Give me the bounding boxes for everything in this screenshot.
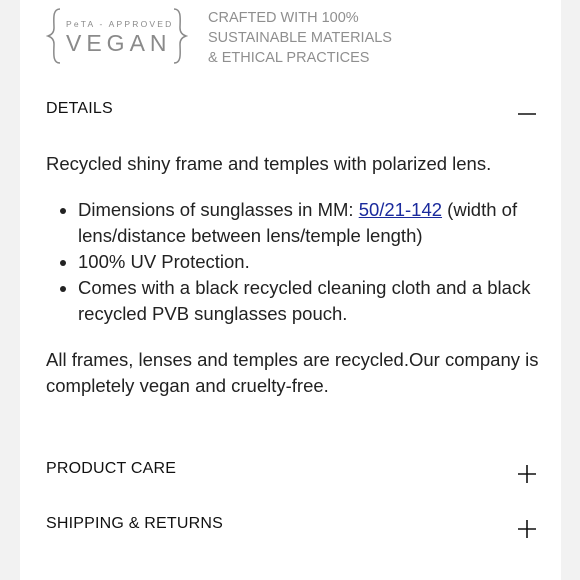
details-intro: Recycled shiny frame and temples with polarized lens. <box>46 153 492 174</box>
details-bullet-list <box>46 197 541 327</box>
list-item: • Comes with a black recycled cleaning cloth and a black recycled PVB sunglasses pouch. <box>78 275 541 327</box>
minus-icon[interactable] <box>514 98 540 124</box>
details-outro: All frames, lenses and temples are recycled.Our company is completely vegan and cruelty-free. <box>46 349 539 396</box>
peta-approved-vegan-logo <box>46 6 188 66</box>
crafted-line-2: SUSTAINABLE MATERIALS <box>208 30 392 46</box>
list-item: • 100% UV Protection. <box>78 249 541 275</box>
crafted-line-1: CRAFTED WITH 100% <box>208 10 359 26</box>
crafted-line-3: & ETHICAL PRACTICES <box>208 50 370 66</box>
vegan-label: VEGAN <box>66 30 172 56</box>
product-care-title: PRODUCT CARE <box>46 460 177 477</box>
dimensions-explanation: (width of lens/distance between lens/temple length) <box>78 199 518 246</box>
badge-row <box>46 6 546 66</box>
peta-approved-label: PeTA - APPROVED <box>66 19 174 29</box>
details-accordion-header[interactable] <box>46 100 536 130</box>
shipping-returns-accordion-header[interactable] <box>46 515 536 545</box>
product-care-accordion-header[interactable] <box>46 460 536 490</box>
list-item <box>78 197 541 249</box>
dimensions-link[interactable]: 50/21-142 <box>358 199 443 220</box>
product-info-panel <box>20 0 561 580</box>
details-content <box>46 151 541 399</box>
plus-icon[interactable] <box>514 461 540 487</box>
crafted-statement <box>208 8 438 68</box>
plus-icon[interactable] <box>514 516 540 542</box>
dimensions-label: Dimensions of sunglasses in MM: <box>78 199 359 220</box>
details-title: DETAILS <box>46 100 113 117</box>
shipping-returns-title: SHIPPING & RETURNS <box>46 515 223 532</box>
